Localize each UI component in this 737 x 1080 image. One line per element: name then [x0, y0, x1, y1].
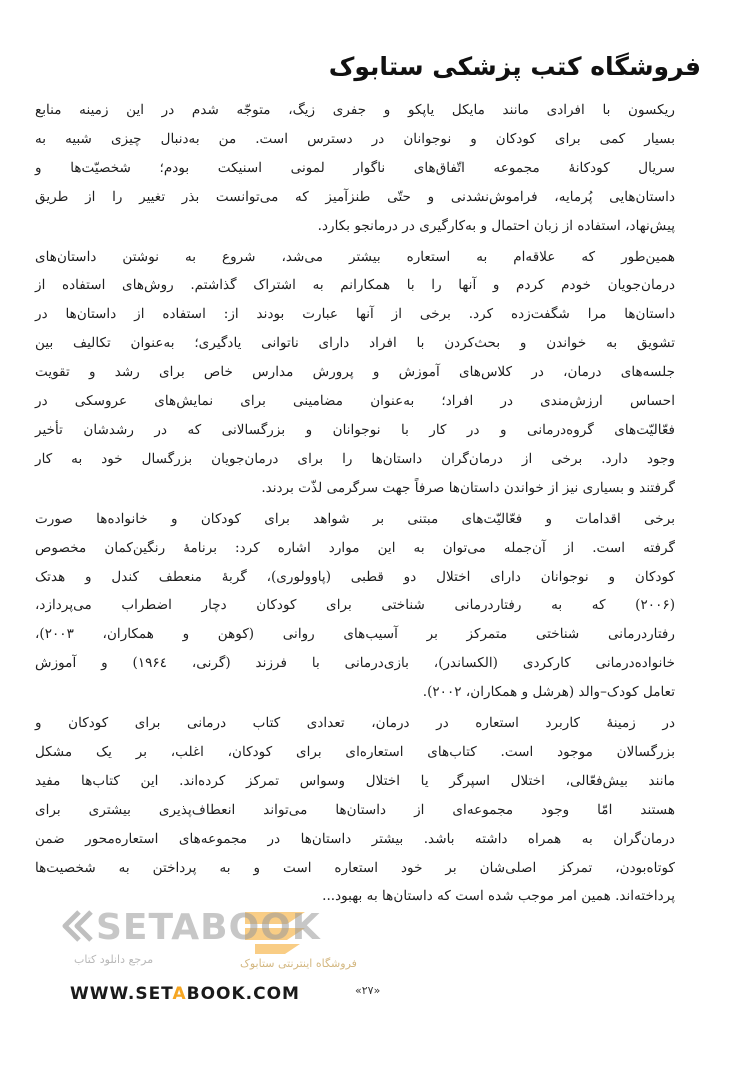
- text-line: بسیار کمی برای کودکان و نوجوانان در دسترس است. من به‌دنبال چیزی شبیه به: [35, 130, 675, 147]
- text-line: رفتاردرمانی شناختی متمرکز بر آسیب‌های روانی (کوهن و همکاران، ۲۰۰۳)،: [35, 626, 675, 643]
- text-line: هستند امّا وجود مجموعه‌ای از داستان‌ها می‌تواند انعطاف‌پذیری بیشتری برای: [35, 801, 675, 818]
- paragraph-4: [35, 709, 699, 911]
- text-line: پیش‌نهاد، استفاده از زبان احتمال و به‌کارگیری در درمانجو بکارد.: [317, 217, 675, 234]
- text-line: برخی اقدامات و فعّالیّت‌های مبتنی بر شواهد برای کودکان و خانواده‌ها صورت: [35, 510, 675, 527]
- text-line: کودکان و نوجوانان دارای اختلال دو قطبی (پاوولوری)، گربهٔ منعطف کندل و هدتک: [35, 568, 675, 585]
- paragraph-3: [35, 505, 699, 707]
- text-line: در زمینهٔ کاربرد استعاره در درمان، تعدادی کتاب درمانی برای کودکان و: [35, 715, 675, 732]
- url-prefix: WWW.SET: [70, 984, 173, 1004]
- text-line: همین‌طور که علاقه‌ام به استعاره بیشتر می‌شد، شروع به نوشتن داستان‌های: [35, 248, 675, 265]
- text-line: مانند بیش‌فعّالی، اختلال اسپرگر یا اختلال وسواس تمرکز کرده‌اند. این کتاب‌ها مفید: [35, 772, 675, 789]
- text-line: وجود دارد. برخی از درمان‌گران داستان‌ها را برای درمان‌جویان بزرگسال خود به کار: [35, 450, 675, 467]
- text-line: ریکسون با افرادی مانند مایکل یاپکو و جفری زیگ، متوجّه شدم در این زمینه منابع: [35, 102, 675, 118]
- text-line: گرفتند و بسیاری نیز از خواندن داستان‌ها صرفاً جهت سرگرمی لذّت بردند.: [261, 479, 675, 496]
- watermark-subtitle-2: فروشگاه اینترنتی ستابوک: [240, 957, 357, 970]
- paragraph-1: [35, 96, 699, 241]
- text-line: داستان‌ها مرا شگفت‌زده کرد. برخی از آنها عبارت بودند از: استفاده از داستان‌ها در: [35, 306, 675, 323]
- paragraph-2: [35, 243, 699, 503]
- text-line: جلسه‌های درمان، در کلاس‌های آموزش و پرورش مدارس خاص برای رشد و تقویت: [35, 364, 675, 381]
- text-line: کوتاه‌بودن، تمرکز اصلی‌شان بر خود استعاره است و به پرداختن به شخصیت‌ها: [35, 859, 675, 876]
- footer-website-url[interactable]: [70, 984, 300, 1004]
- text-line: درمان‌جویان خودم کردم و آنها را با همکارانم به اشتراک گذاشتم. روش‌های استفاده از: [35, 277, 675, 294]
- chevron-icon: [65, 912, 91, 940]
- text-line: احساس ارزش‌مندی در افراد؛ به‌عنوان مضامینی برای نمایش‌های عروسکی در: [35, 393, 675, 410]
- url-accent: A: [172, 984, 187, 1004]
- text-line: گرفته است. از آن‌جمله می‌توان به این موارد اشاره کرد: برنامهٔ رنگین‌کمان مخصوص: [35, 539, 675, 556]
- page-number: «۲۷»: [355, 984, 381, 997]
- text-line: بزرگسالان موجود است. کتاب‌های استعاره‌ای برای کودکان، اغلب، بر یک مشکل: [35, 743, 675, 760]
- url-suffix: BOOK.COM: [186, 984, 300, 1004]
- text-line: تشویق به خواندن و بحث‌کردن با افراد دارای ناتوانی یادگیری؛ به‌عنوان تکالیف بین: [35, 335, 675, 352]
- watermark-subtitle: مرجع دانلود کتاب: [74, 953, 154, 966]
- text-line: (۲۰۰۶) که به رفتاردرمانی شناختی برای کودکان دچار اضطراب می‌پردازد،: [35, 597, 675, 614]
- page-header-title: فروشگاه کتب پزشکی ستابوک: [328, 52, 701, 81]
- body-text: [35, 96, 699, 911]
- text-line: خانواده‌درمانی کارکردی (الکساندر)، بازی‌درمانی با فرزند (گرنی، ۱۹۶٤) و آموزش: [35, 655, 675, 672]
- text-line: سریال کودکانهٔ مجموعه اتّفاق‌های ناگوار لمونی اسنیکت بودم؛ شخصیّت‌ها و: [35, 159, 675, 176]
- text-line: فعّالیّت‌های گروه‌درمانی و در کار با نوجوانان و بزرگسالانی که در رشدشان تأخیر: [35, 421, 675, 438]
- text-line: درمان‌گران به همراه داشته باشد. بیشتر داستان‌ها در مجموعه‌های استعاره‌محور ضمن: [35, 830, 675, 847]
- text-line: پرداخته‌اند. همین امر موجب شده است که داستان‌ها به بهبود...: [322, 888, 675, 905]
- text-line: داستان‌هایی پُرمایه، فراموش‌نشدنی و حتّی طنزآمیز که می‌توانست بذر تغییر را از طریق: [35, 188, 675, 205]
- watermark-logo-text: SETABOOK: [96, 907, 321, 948]
- text-line: تعامل کودک–والد (هرشل و همکاران، ۲۰۰۲).: [422, 684, 675, 701]
